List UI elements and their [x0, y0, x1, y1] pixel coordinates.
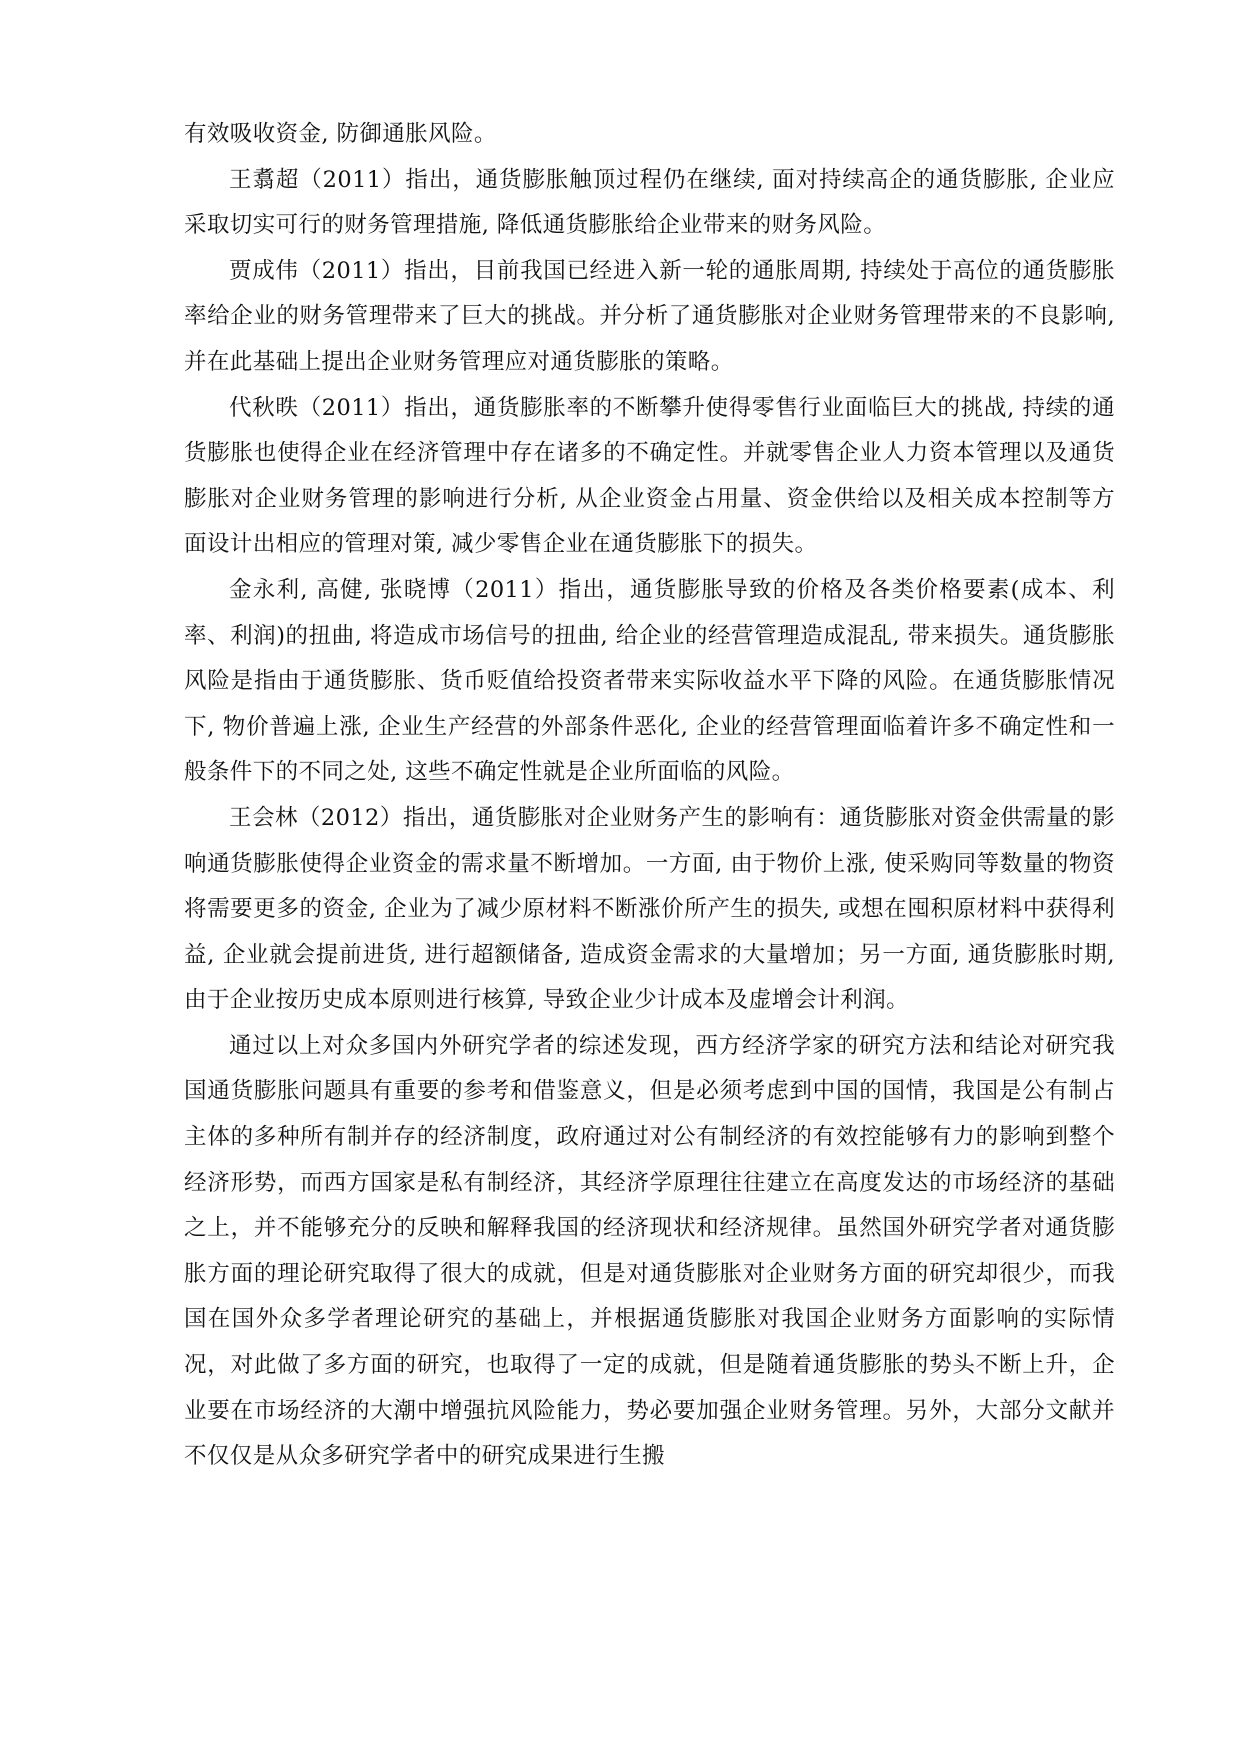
paragraph-jin-2011: 金永利, 高健, 张晓博（2011）指出，通货膨胀导致的价格及各类价格要素(成本、利率、利润)的扭曲, 将造成市场信号的扭曲, 给企业的经营管理造成混乱, 带来损失。通货膨胀风险是指由于通货膨胀、货币贬值给投资者带来实际收益水平下降的风险。在通货膨胀情况下, 物价普遍上涨, 企业生产经营的外部条件恶化, 企业的经营管理面临着许多不确定性和一般条件下的不同之处, 这些不确定性就是企业所面临的风险。 [184, 576, 1115, 786]
paragraph-wang-2011: 王翥超（2011）指出，通货膨胀触顶过程仍在继续, 面对持续高企的通货膨胀, 企业应采取切实可行的财务管理措施, 降低通货膨胀给企业带来的财务风险。 [184, 166, 1115, 239]
paragraph-dai-2011: 代秋昳（2011）指出，通货膨胀率的不断攀升使得零售行业面临巨大的挑战, 持续的通货膨胀也使得企业在经济管理中存在诸多的不确定性。并就零售企业人力资本管理以及通货膨胀对企业财务管理的影响进行分析, 从企业资金占用量、资金供给以及相关成本控制等方面设计出相应的管理对策, 减少零售企业在通货膨胀下的损失。 [184, 394, 1115, 558]
paragraph-jia-2011: 贾成伟（2011）指出，目前我国已经进入新一轮的通胀周期, 持续处于高位的通货膨胀率给企业的财务管理带来了巨大的挑战。并分析了通货膨胀对企业财务管理带来的不良影响, 并在此基础上提出企业财务管理应对通货膨胀的策略。 [184, 257, 1115, 375]
paragraph-wang-2012: 王会林（2012）指出，通货膨胀对企业财务产生的影响有：通货膨胀对资金供需量的影响通货膨胀使得企业资金的需求量不断增加。一方面, 由于物价上涨, 使采购同等数量的物资将需要更多的资金, 企业为了减少原材料不断涨价所产生的损失, 或想在囤积原材料中获得利益, 企业就会提前进货, 进行超额储备, 造成资金需求的大量增加；另一方面, 通货膨胀时期, 由于企业按历史成本原则进行核算, 导致企业少计成本及虚增会计利润。 [184, 804, 1115, 1014]
document-page [184, 112, 1115, 1480]
paragraph-summary: 通过以上对众多国内外研究学者的综述发现，西方经济学家的研究方法和结论对研究我国通货膨胀问题具有重要的参考和借鉴意义，但是必须考虑到中国的国情，我国是公有制占主体的多种所有制并存的经济制度，政府通过对公有制经济的有效控能够有力的影响到整个经济形势，而西方国家是私有制经济，其经济学原理往往建立在高度发达的市场经济的基础之上，并不能够充分的反映和解释我国的经济现状和经济规律。虽然国外研究学者对通货膨胀方面的理论研究取得了很大的成就，但是对通货膨胀对企业财务方面的研究却很少，而我国在国外众多学者理论研究的基础上，并根据通货膨胀对我国企业财务方面影响的实际情况，对此做了多方面的研究，也取得了一定的成就，但是随着通货膨胀的势头不断上升，企业要在市场经济的大潮中增强抗风险能力，势必要加强企业财务管理。另外，大部分文献并不仅仅是从众多研究学者中的研究成果进行生搬 [184, 1032, 1115, 1470]
paragraph-continuation: 有效吸收资金, 防御通胀风险。 [184, 121, 497, 147]
